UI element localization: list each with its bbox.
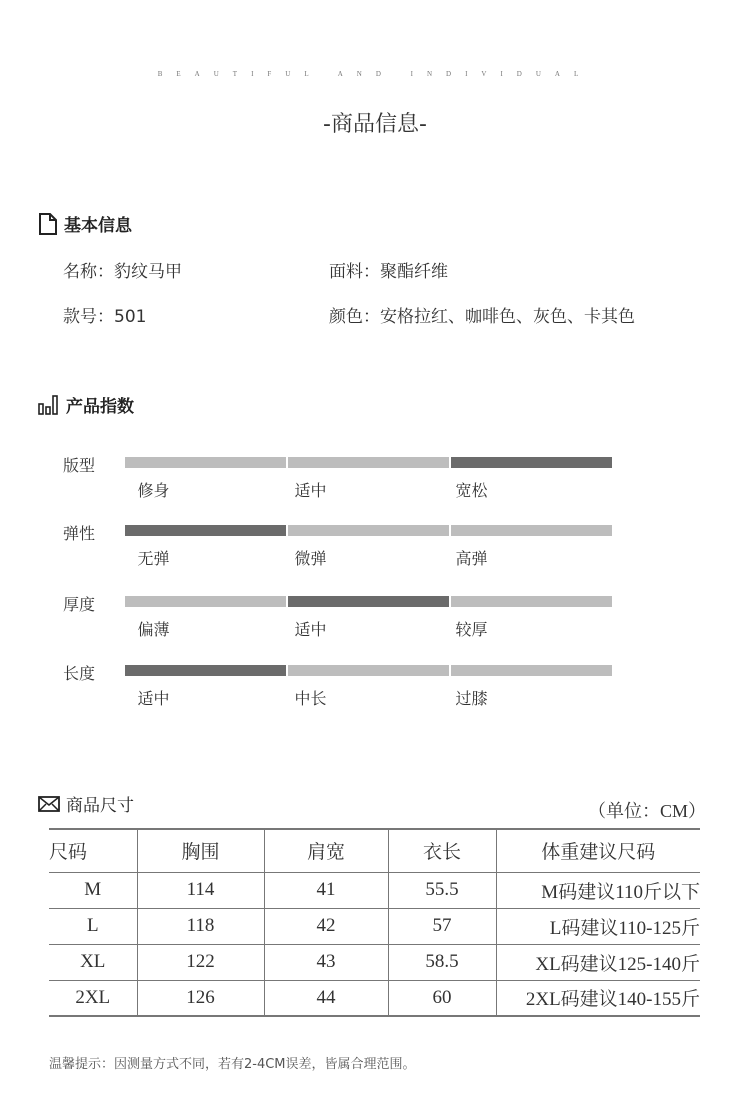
- measurement-note: 温馨提示：因测量方式不同，若有2-4CM误差，皆属合理范围。: [49, 1057, 416, 1072]
- table-row: [49, 872, 700, 908]
- table-cell: 58.5: [388, 944, 496, 980]
- index-segment: [125, 457, 286, 468]
- table-cell: 尺码: [49, 829, 137, 872]
- index-segment: [451, 665, 612, 676]
- table-cell: 44: [264, 980, 388, 1016]
- index-segment: [125, 596, 286, 607]
- index-row-label: 长度: [63, 664, 96, 683]
- table-cell: 114: [137, 872, 264, 908]
- envelope-icon: [38, 796, 60, 812]
- product-fabric: 面料：聚酯纤维: [329, 262, 448, 282]
- index-option-label: 微弹: [294, 549, 327, 568]
- table-row: [49, 944, 700, 980]
- index-segment: [288, 665, 449, 676]
- index-option-label: 过膝: [455, 689, 488, 708]
- table-cell: 55.5: [388, 872, 496, 908]
- page-title: -商品信息-: [323, 112, 427, 137]
- table-cell: 41: [264, 872, 388, 908]
- table-cell: 43: [264, 944, 388, 980]
- product-index-heading: [38, 392, 134, 417]
- index-option-label: 适中: [294, 481, 327, 500]
- table-row: [49, 908, 700, 944]
- table-cell: 60: [388, 980, 496, 1016]
- table-cell: L码建议110-125斤: [496, 908, 700, 944]
- section-title: 基本信息: [64, 216, 132, 236]
- size-heading: [38, 791, 134, 816]
- product-name: 名称：豹纹马甲: [63, 262, 182, 282]
- table-cell: 肩宽: [264, 829, 388, 872]
- table-cell: M码建议110斤以下: [496, 872, 700, 908]
- product-colors: 颜色：安格拉红、咖啡色、灰色、卡其色: [329, 307, 635, 327]
- index-option-label: 偏薄: [137, 620, 170, 639]
- table-cell: 2XL: [49, 980, 137, 1016]
- section-title: 商品尺寸: [66, 796, 134, 816]
- index-segment-selected: [125, 525, 286, 536]
- table-cell: 胸围: [137, 829, 264, 872]
- basic-info-heading: [38, 211, 132, 236]
- table-cell: 体重建议尺码: [496, 829, 700, 872]
- index-option-label: 高弹: [455, 549, 488, 568]
- size-table: [49, 828, 700, 1017]
- document-icon: [38, 213, 58, 235]
- index-option-label: 适中: [294, 620, 327, 639]
- index-segment: [451, 596, 612, 607]
- table-cell: 42: [264, 908, 388, 944]
- product-style-no: 款号：501: [63, 307, 147, 327]
- tagline: BEAUTIFUL AND INDIVIDUAL: [157, 70, 593, 78]
- index-row-label: 厚度: [63, 595, 96, 614]
- index-segment-selected: [125, 665, 286, 676]
- table-row: [49, 980, 700, 1016]
- index-segment: [288, 525, 449, 536]
- table-cell: XL码建议125-140斤: [496, 944, 700, 980]
- table-cell: 57: [388, 908, 496, 944]
- index-option-label: 宽松: [455, 481, 488, 500]
- bar-chart-icon: [38, 395, 60, 415]
- table-cell: 2XL码建议140-155斤: [496, 980, 700, 1016]
- index-segment-selected: [288, 596, 449, 607]
- table-cell: XL: [49, 944, 137, 980]
- index-row-label: 弹性: [63, 524, 96, 543]
- table-header-row: [49, 829, 700, 872]
- index-option-label: 中长: [294, 689, 327, 708]
- unit-label: （单位：CM）: [587, 801, 706, 821]
- table-cell: L: [49, 908, 137, 944]
- index-segment-selected: [451, 457, 612, 468]
- section-title: 产品指数: [66, 397, 134, 417]
- table-cell: 126: [137, 980, 264, 1016]
- index-segment: [288, 457, 449, 468]
- index-option-label: 较厚: [455, 620, 488, 639]
- table-cell: 122: [137, 944, 264, 980]
- index-segment: [451, 525, 612, 536]
- index-option-label: 修身: [137, 481, 170, 500]
- index-row-label: 版型: [63, 456, 96, 475]
- table-cell: M: [49, 872, 137, 908]
- table-cell: 118: [137, 908, 264, 944]
- table-cell: 衣长: [388, 829, 496, 872]
- index-option-label: 适中: [137, 689, 170, 708]
- index-option-label: 无弹: [137, 549, 170, 568]
